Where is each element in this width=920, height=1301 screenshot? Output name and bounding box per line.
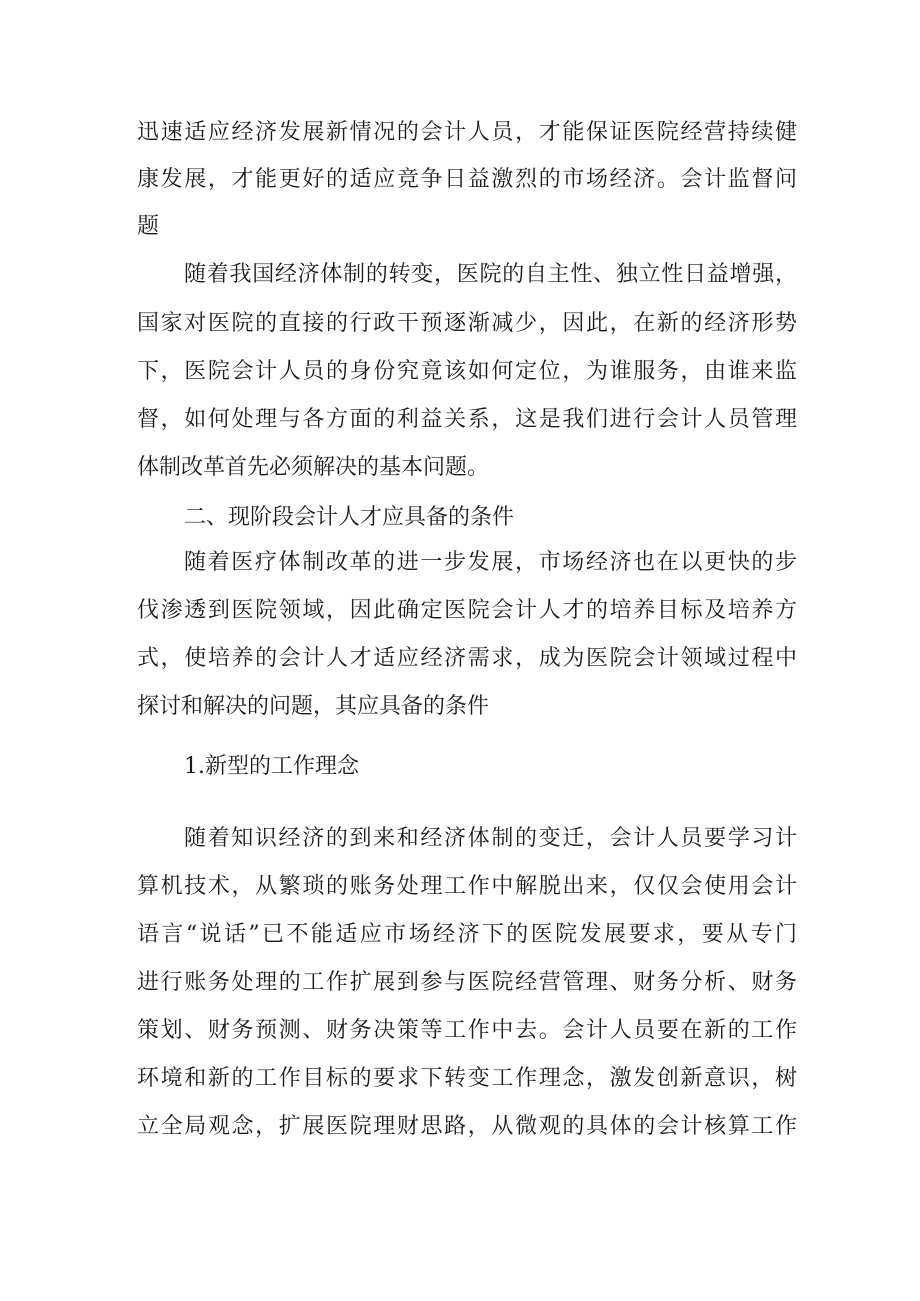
paragraph-4-line-4: 进行账务处理的工作扩展到参与医院经营管理、财务分析、财务 — [137, 970, 797, 995]
paragraph-4-line-5: 策划、财务预测、财务决策等工作中去。会计人员要在新的工作 — [137, 1018, 797, 1043]
paragraph-1-line-2: 康发展，才能更好的适应竞争日益激烈的市场经济。会计监督问 — [137, 167, 797, 192]
paragraph-3-line-3: 式，使培养的会计人才适应经济需求，成为医院会计领域过程中 — [137, 646, 797, 671]
paragraph-2-line-3: 下，医院会计人员的身份究竟该如何定位，为谁服务，由谁来监 — [137, 359, 797, 384]
paragraph-1-line-1: 迅速适应经济发展新情况的会计人员，才能保证医院经营持续健 — [137, 120, 797, 145]
paragraph-2-line-4: 督，如何处理与各方面的利益关系，这是我们进行会计人员管理 — [137, 407, 797, 432]
paragraph-4-line-6: 环境和新的工作目标的要求下转变工作理念，激发创新意识，树 — [137, 1066, 797, 1091]
subsection-heading-1: 1.新型的工作理念 — [184, 754, 359, 779]
paragraph-2-line-5: 体制改革首先必须解决的基本问题。 — [137, 455, 490, 480]
paragraph-2-line-2: 国家对医院的直接的行政干预逐渐减少，因此，在新的经济形势 — [137, 311, 797, 336]
paragraph-3-line-2: 伐渗透到医院领域，因此确定医院会计人才的培养目标及培养方 — [137, 598, 797, 623]
paragraph-3-line-1: 随着医疗体制改革的进一步发展，市场经济也在以更快的步 — [184, 550, 797, 575]
paragraph-4-line-3: 语言“说话”已不能适应市场经济下的医院发展要求，要从专门 — [137, 922, 797, 947]
paragraph-4-line-7: 立全局观念，扩展医院理财思路，从微观的具体的会计核算工作 — [137, 1114, 797, 1139]
section-heading-2: 二、现阶段会计人才应具备的条件 — [184, 505, 515, 530]
paragraph-4-line-1: 随着知识经济的到来和经济体制的变迁，会计人员要学习计 — [184, 826, 797, 851]
paragraph-2-line-1: 随着我国经济体制的转变，医院的自主性、独立性日益增强， — [184, 262, 797, 287]
paragraph-3-line-4: 探讨和解决的问题，其应具备的条件 — [137, 694, 490, 719]
paragraph-4-line-2: 算机技术，从繁琐的账务处理工作中解脱出来，仅仅会使用会计 — [137, 874, 797, 899]
paragraph-1-line-3: 题 — [137, 214, 160, 239]
